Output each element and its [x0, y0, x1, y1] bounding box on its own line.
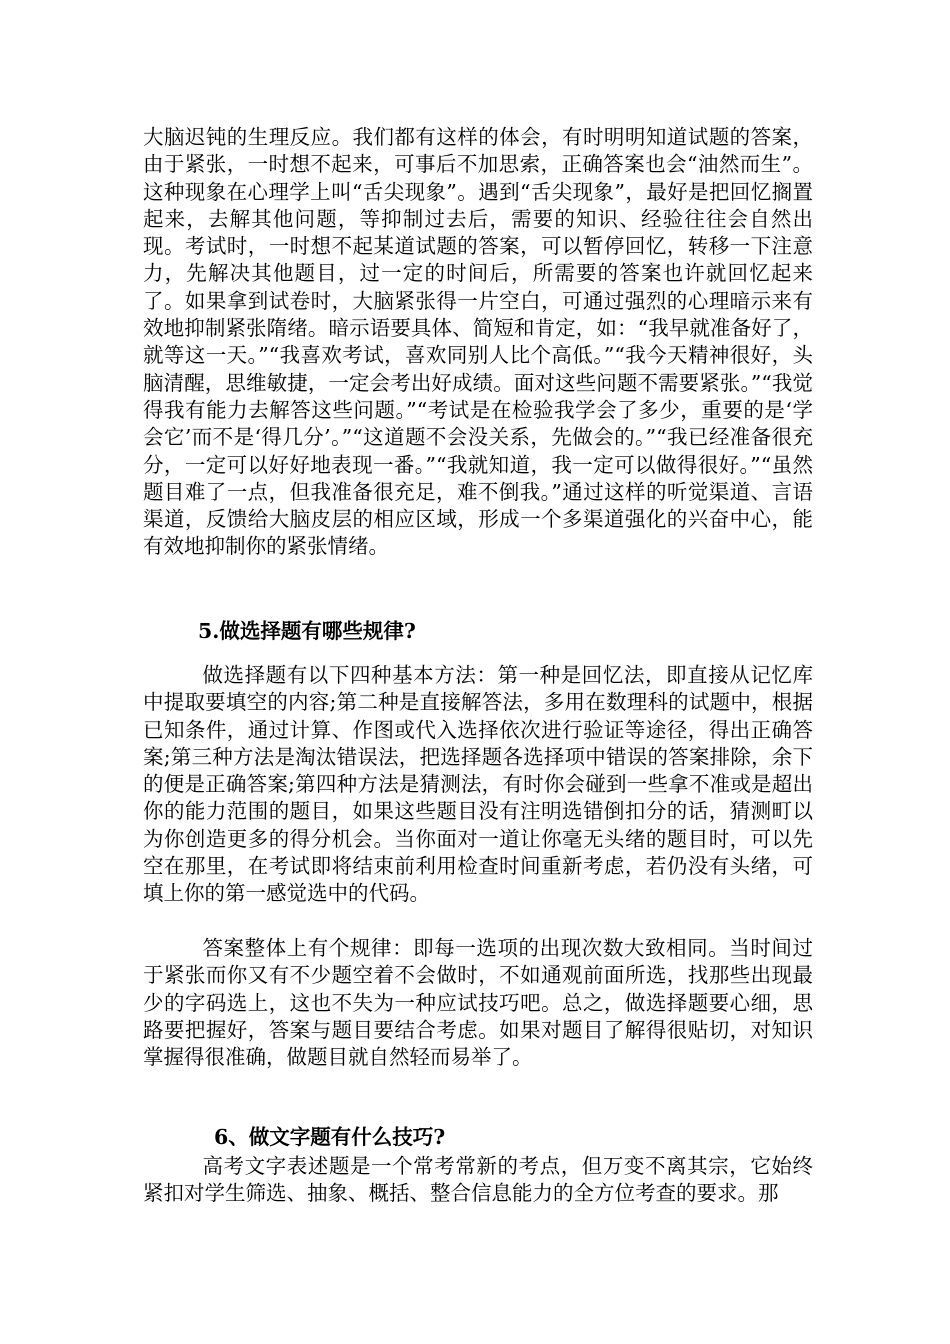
section-heading-6: 6、做文字题有什么技巧? [214, 1125, 446, 1149]
section-heading-5: 5.做选择题有哪些规律? [198, 619, 416, 643]
body-paragraph-choice-methods: 做选择题有以下四种基本方法：第一种是回忆法，即直接从记忆库中提取要填空的内容;第二种是直接解答法，多用在数理科的试题中，根据已知条件，通过计算、作图或代入选择依次进行验证等途径，得出正确答案;第三种方法是淘汰错误法，把选择题各选择项中错误的答案排除，余下的便是正确答案;第四种方法是猜测法，有时你会碰到一些拿不准或是超出你的能力范围的题目，如果这些题目没有注明选错倒扣分的话，猜测町以为你创造更多的得分机会。当你面对一道让你毫无头绪的题目时，可以先空在那里，在考试即将结束前利用检查时间重新考虑，若仍没有头绪，可填上你的第一感觉选中的代码。 [143, 663, 813, 906]
body-paragraph-answer-pattern: 答案整体上有个规律：即每一选项的出现次数大致相同。当时间过于紧张而你又有不少题空着不会做时，不如通观前面所选，找那些出现最少的字码选上，这也不失为一种应试技巧吧。总之，做选择题要心细，思路要把握好，答案与题目要结合考虑。如果对题目了解得很贴切，对知识掌握得很准确，做题目就自然轻而易举了。 [143, 936, 813, 1070]
body-paragraph-text-questions: 高考文字表述题是一个常考常新的考点，但万变不离其宗，它始终紧扣对学生筛选、抽象、概括、整合信息能力的全方位考查的要求。那 [143, 1154, 813, 1206]
body-paragraph-tip-of-tongue: 大脑迟钝的生理反应。我们都有这样的体会，有时明明知道试题的答案，由于紧张，一时想不起来，可事后不加思索，正确答案也会“油然而生”。这种现象在心理学上叫“舌尖现象”。遇到“舌尖现象”，最好是把回忆搁置起来，去解其他问题，等抑制过去后，需要的知识、经验往往会自然出现。考试时，一时想不起某道试题的答案，可以暂停回忆，转移一下注意力，先解决其他题目，过一定的时间后，所需要的答案也许就回忆起来了。如果拿到试卷时，大脑紧张得一片空白，可通过强烈的心理暗示来有效地抑制紧张隋绪。暗示语要具体、简短和肯定，如：“我早就准备好了，就等这一天。”“我喜欢考试，喜欢同别人比个高低。”“我今天精神很好，头脑清醒，思维敏捷，一定会考出好成绩。面对这些问题不需要紧张。”“我觉得我有能力去解答这些问题。”“考试是在检验我学会了多少，重要的是‘学会它’而不是‘得几分’。”“这道题不会没关系，先做会的。”“我已经准备很充分，一定可以好好地表现一番。”“我就知道，我一定可以做得很好。”“虽然题目难了一点，但我准备很充足，难不倒我。”通过这样的听觉渠道、言语渠道，反馈给大脑皮层的相应区域，形成一个多渠道强化的兴奋中心，能有效地抑制你的紧张情绪。 [143, 125, 813, 559]
